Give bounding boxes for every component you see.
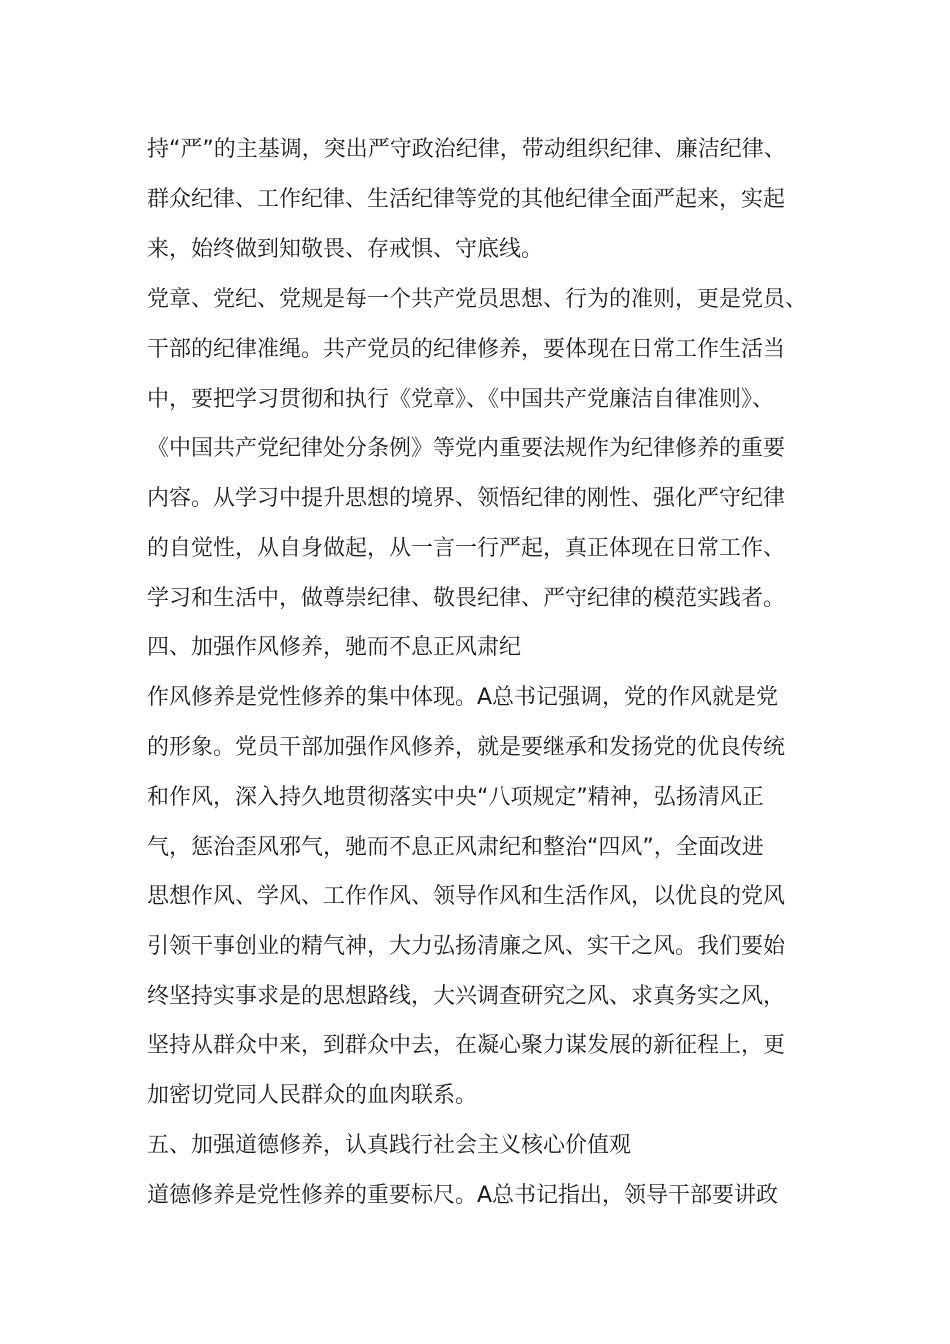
text-line: 思想作风、学风、工作作风、领导作风和生活作风，以优良的党风 — [147, 884, 786, 909]
text-line: 的形象。党员干部加强作风修养，就是要继承和发扬党的优良传统 — [147, 735, 786, 760]
text-line: 来，始终做到知敬畏、存戒惧、守底线。 — [147, 237, 544, 262]
text-line: 和作风，深入持久地贯彻落实中央“八项规定”精神，弘扬清风正 — [147, 785, 764, 810]
text-line: 气，惩治歪风邪气，驰而不息正风肃纪和整治“四风”，全面改进 — [147, 835, 764, 860]
text-line: 干部的纪律准绳。共产党员的纪律修养，要体现在日常工作生活当 — [147, 337, 786, 362]
text-line: 持“严”的主基调，突出严守政治纪律，带动组织纪律、廉洁纪律、 — [147, 137, 786, 162]
text-line: 党章、党纪、党规是每一个共产党员思想、行为的准则，更是党员、 — [147, 287, 808, 312]
text-line: 群众纪律、工作纪律、生活纪律等党的其他纪律全面严起来，实起 — [147, 187, 786, 212]
text-line: 终坚持实事求是的思想路线，大兴调查研究之风、求真务实之风， — [147, 984, 786, 1009]
text-line: 引领干事创业的精气神，大力弘扬清廉之风、实干之风。我们要始 — [147, 934, 786, 959]
text-line: 坚持从群众中来，到群众中去，在凝心聚力谋发展的新征程上，更 — [147, 1033, 786, 1058]
text-line: 加密切党同人民群众的血肉联系。 — [147, 1083, 478, 1108]
text-line: 道德修养是党性修养的重要标尺。A总书记指出，领导干部要讲政 — [147, 1183, 779, 1208]
text-line: 内容。从学习中提升思想的境界、领悟纪律的刚性、强化严守纪律 — [147, 486, 786, 511]
text-line: 的自觉性，从自身做起，从一言一行严起，真正体现在日常工作、 — [147, 536, 786, 561]
text-line: 作风修养是党性修养的集中体现。A总书记强调，党的作风就是党 — [147, 685, 779, 710]
section-heading: 四、加强作风修养，驰而不息正风肃纪 — [147, 635, 522, 660]
section-heading: 五、加强道德修养，认真践行社会主义核心价值观 — [147, 1133, 632, 1158]
text-line: 学习和生活中，做尊崇纪律、敬畏纪律、严守纪律的模范实践者。 — [147, 586, 786, 611]
text-line: 《中国共产党纪律处分条例》等党内重要法规作为纪律修养的重要 — [147, 436, 786, 461]
text-line: 中，要把学习贯彻和执行《党章》、《中国共产党廉洁自律准则》、 — [147, 387, 775, 412]
